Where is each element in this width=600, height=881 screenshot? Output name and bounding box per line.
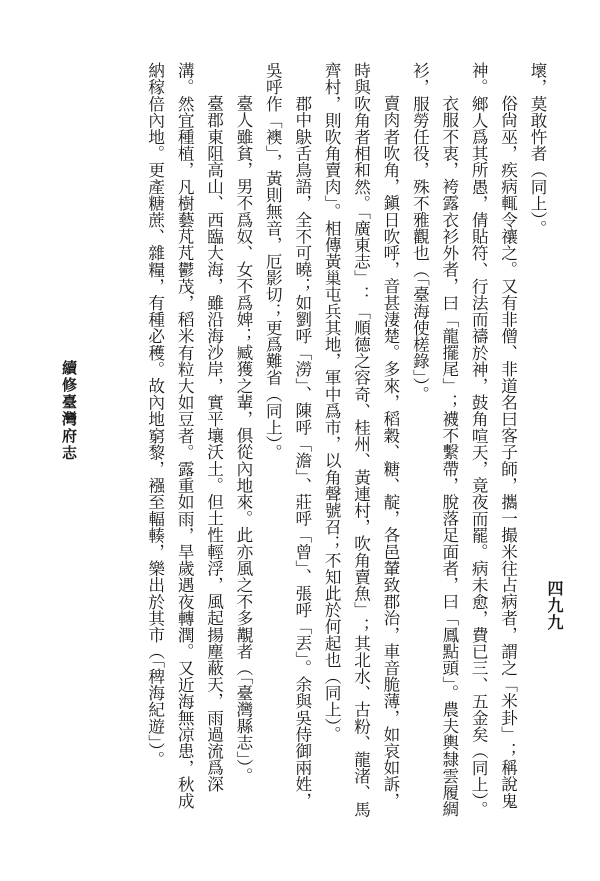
paragraph: 俗尙巫，疾病輒令禳之。又有非僧、非道名曰客子師，攜一撮米往占病者，謂之「米卦」；稱說鬼神。鄉人爲其所愚，倩貼符、行法而禱於神，鼓角喧天，竟夜而罷。病未愈，費已三、五金矣（同上）。: [469, 62, 518, 818]
paragraph: 臺郡東阻高山、西臨大海，雖沿海沙岸，實平壤沃土。但土性輕浮，風起揚塵蔽天，雨過流爲深溝。然宜種植，凡樹藝芃芃鬱茂，稻米有粒大如豆者。露重如雨，旱歲遇夜轉潤。又近海無凉患，秋成納稼倍內地。更產糖蔗、雜糧，有種必穫。故內地窮黎，襁至輻輳，樂出於其市（「稗海紀遊」）。: [145, 62, 224, 809]
running-header: 續修臺灣府志: [60, 360, 78, 462]
paragraph: 臺人雖貧，男不爲奴、女不爲婢；臧獲之輩，俱從內地來。此亦風之不多覯者（「臺灣縣志」）。: [233, 95, 253, 785]
paragraph: 壞，莫敢忤者（同上）。: [528, 62, 547, 237]
page-number: 四九九: [545, 580, 564, 631]
body-text: [122, 62, 552, 822]
paragraph: 衣服不衷，袴露衣衫外者，曰「龍擺尾」；襪不繫帶，脫落足面者，曰「鳳點頭」。農夫輿隸雲履綢衫，服勞任役，殊不雅觀也（「臺海使槎錄」）。: [410, 62, 459, 818]
paragraph: 賣肉者吹角，鎭日吹呼，音甚淒楚。多來，稻穀、糖、靛，各邑輦致郡治，車音脆薄，如哀如訴，時與吹角者相和然。「廣東志」：「順德之容奇、桂州、黃連村，吹角賣魚」；其北水、古粉、龍渚、馬齊村，則吹角賣肉」。相傳黃巢屯兵其地，軍中爲市，以角聲號召；不知此於何起也（同上）。: [322, 62, 400, 818]
paragraph: 郡中鴃舌鳥語，全不可曉；如劉呼「澇」、陳呼「澹」、莊呼「曾」、張呼「丟」。余與吳侍御兩姓，吳呼作「襖」，黃則無音，厄影切；更爲難省（同上）。: [263, 62, 312, 809]
